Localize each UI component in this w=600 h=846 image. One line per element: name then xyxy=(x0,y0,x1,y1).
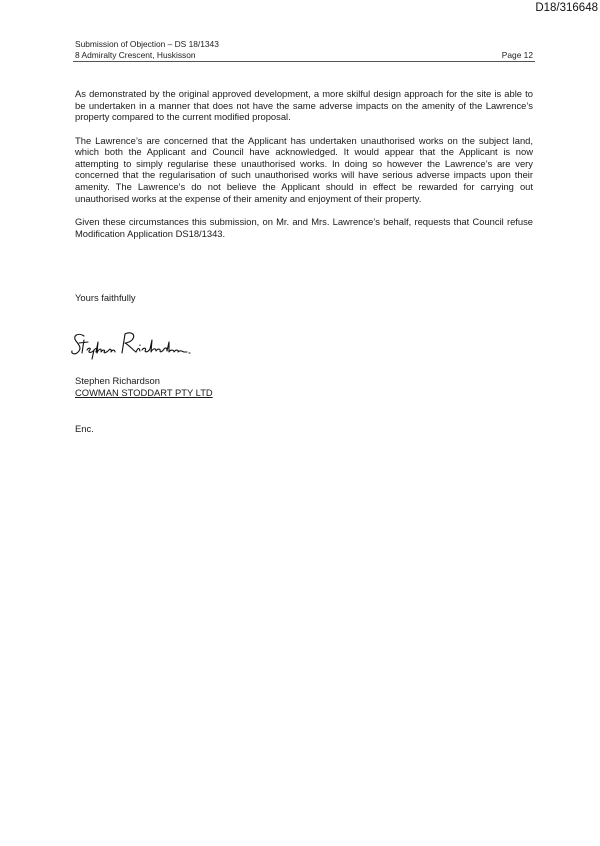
header-title: Submission of Objection – DS 18/1343 xyxy=(75,39,219,49)
paragraph: Given these circumstances this submission, on Mr. and Mrs. Lawrence’s behalf, requests that Council refuse Modification Application DS18/1343. xyxy=(75,215,533,239)
paragraph: The Lawrence’s are concerned that the Applicant has undertaken unauthorised works on the subject land, which both the Applicant and Council have acknowledged. It would appear that the Applicant is now attempting to simply regularise these unauthorised works. In doing so however the Lawrence’s are very concerned that the regularisation of such unauthorised works will have serious adverse impacts upon their amenity. The Lawrence’s do not believe the Applicant should in effect be rewarded for carrying out unauthorised works at the expense of their amenity and enjoyment of their property. xyxy=(75,134,533,204)
paragraph: As demonstrated by the original approved development, a more skilful design approach for the site is able to be undertaken in a manner that does not have the same adverse impacts on the amenity of the Lawrence’s property compared to the current modified proposal. xyxy=(75,88,533,123)
closing-salutation: Yours faithfully xyxy=(75,292,136,303)
page-header xyxy=(75,39,535,60)
signer-name: Stephen Richardson xyxy=(75,375,160,386)
letter-body xyxy=(75,88,533,251)
signer-block xyxy=(75,375,213,398)
handwritten-signature xyxy=(70,328,200,362)
signer-company: COWMAN STODDART PTY LTD xyxy=(75,386,213,398)
page-number: Page 12 xyxy=(501,49,533,60)
header-address: 8 Admiralty Crescent, Huskisson xyxy=(75,49,196,60)
document-reference: D18/316648 xyxy=(535,2,598,14)
enclosure-note: Enc. xyxy=(75,423,94,434)
header-divider xyxy=(73,61,535,62)
